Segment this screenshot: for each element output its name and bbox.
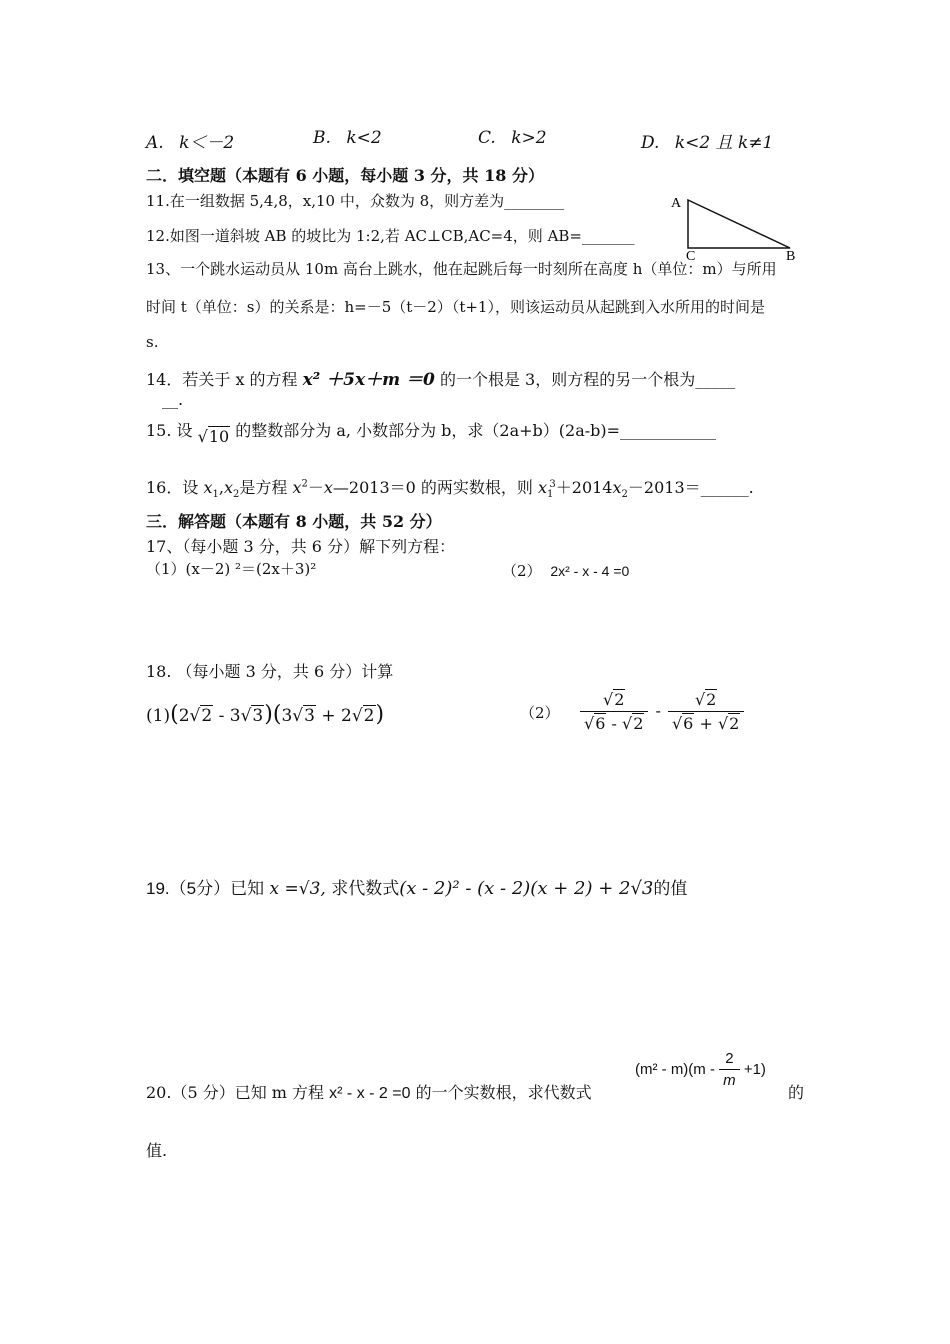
question-16: 16．设 $x_1,x_2$是方程 $x^2-x—2013=0$ 的两实数根，则 $x_1^3+2014x_2-2013=\_\_\_\_\_\_$. [146,478,754,501]
sqrt-3-a: √3 [240,706,264,726]
q16-exp-2: 2 [301,478,308,490]
f1-den-rad-2: 2 [633,714,644,733]
question-15 [146,418,716,446]
minus-1: - [218,706,225,726]
question-14-continuation: __. [162,390,184,409]
question-12: 12.如图一道斜坡 AB 的坡比为 1:2,若 AC⊥CB,AC=4，则 AB=_______ [146,227,635,245]
question-14 [146,365,735,390]
q20-frac-num: 2 [719,1050,740,1070]
paren-close-2: ) [375,702,385,727]
choice-b [313,128,382,148]
question-15-suffix: 的整数部分为 a, 小数部分为 b，求（2a+b）(2a-b)=____________ [235,421,717,440]
q16-x1-cube: x [537,478,548,497]
question-18-part-1 [146,702,384,727]
triangle-figure [668,190,808,262]
question-20 [146,1080,592,1103]
q20-expression [635,1050,766,1089]
q16-text-3: － [307,478,324,497]
fraction-1-den: √6 - √2 [584,714,644,733]
sqrt-2-a: √2 [189,706,213,726]
q16-sub-4: 2 [621,489,628,501]
question-11: 11.在一组数据 5,4,8，x,10 中，众数为 8，则方差为________ [146,192,565,210]
choice-c-letter: C. [478,128,496,148]
q16-text-1: 16．设 [146,478,204,497]
question-17-title: 17、（每小题 3 分，共 6 分）解下列方程： [146,537,456,556]
choice-d-text: k<2 且 k≠1 [674,133,774,153]
f2-den-rad-2: 2 [729,714,740,733]
q20-label: 20.（5 分）已知 m 方程 [146,1083,325,1102]
minus-between-fractions: - [655,701,661,720]
section-3-heading: 三．解答题（本题有 8 小题，共 52 分） [146,512,442,531]
q17-part-2-equation: 2x² - x - 4 =0 [550,563,630,579]
question-14-prefix: 14．若关于 x 的方程 [146,370,298,389]
f1-den-rad-6: 6 [595,714,606,733]
section-2-heading: 二．填空题（本题有 6 小题，每小题 3 分，共 18 分） [146,166,544,185]
choice-a-letter: A. [146,133,164,153]
q20-end-line-2: 值. [146,1141,168,1160]
q19-mid: 求代数式 [331,879,400,899]
question-19 [146,874,687,899]
q20-expr-left: (m² - m)(m - [635,1061,715,1078]
q19-label: 19.（5分）已知 [146,879,265,898]
vertex-c-label: C [686,249,696,262]
f2-den-rad-6: 6 [683,714,694,733]
choice-a [146,128,234,153]
question-15-prefix: 15. 设 [146,421,193,440]
q19-expression: (x - 2)² - (x - 2)(x + 2) + 2√3 [399,878,654,899]
paren-open-1: ( [170,702,179,727]
fraction-2-num: √2 [668,690,744,712]
question-13-line-3: s. [146,333,159,351]
q20-end: 的 [788,1083,805,1102]
sqrt-3-a-rad: 3 [252,706,264,726]
sqrt-2-b: √2 [351,706,375,726]
coef-2a: 2 [178,706,190,726]
choice-c-text: k>2 [511,128,547,148]
sqrt-10-radicand: 10 [208,427,230,446]
question-14-equation: x² ＋5x＋m ＝0 [302,370,435,390]
question-14-suffix: 的一个根是 3，则方程的另一个根为_____ [439,370,736,389]
coef-3a: 3 [229,706,241,726]
f2-num-rad: 2 [706,690,717,709]
sqrt-3-b-rad: 3 [304,706,315,726]
q16-x-lin: x [323,478,333,497]
sqrt-2-b-rad: 2 [363,706,375,726]
q16-sub-3: 1 [547,489,554,501]
fraction-1 [580,690,648,733]
q20-mid: 的一个实数根，求代数式 [415,1083,592,1102]
fraction-2-den: √6 + √2 [671,714,740,733]
vertex-b-label: B [786,249,796,262]
q17-part-2-label: （2） [502,562,542,580]
q19-end: 的值 [653,879,688,899]
plus-1: + [321,706,336,726]
q16-text-2: 是方程 [239,478,293,497]
f1-num-rad: 2 [614,690,625,709]
paren-close-1: ) [264,702,273,727]
question-13-line-2: 时间 t（单位：s）的关系是：h=－5（t－2）（t+1），则该运动员从起跳到入水所用的时间是 [146,298,765,316]
choice-c [478,128,547,148]
coef-3b: 3 [281,706,293,726]
question-18-part-2 [580,690,744,733]
choice-b-letter: B. [313,128,331,148]
q16-sub-2: 2 [232,489,240,501]
q20-expr-right: +1) [743,1061,766,1078]
question-13-line-1: 13、一个跳水运动员从 10m 高台上跳水，他在起跳后每一时刻所在高度 h（单位：m）与所用 [146,260,777,278]
f1-den-minus: - [611,714,617,733]
q20-fraction [719,1050,740,1089]
q16-text-4: —2013＝0 的两实数根，则 [332,478,538,497]
q16-text-5: ＋2014 [555,478,613,497]
question-18-part-2-label: （2） [520,704,560,722]
q19-given: x =√3, [269,879,326,899]
q16-text-6: －2013＝______. [627,478,754,497]
choice-d-letter: D. [641,133,660,153]
fraction-2 [668,690,744,733]
sqrt-10: √10 [197,427,230,446]
q16-x1: x [203,478,213,497]
paren-open-2: ( [272,702,282,727]
q20-equation: x² - x - 2 =0 [329,1085,411,1102]
q16-x2: x [223,478,233,497]
q20-frac-den: m [723,1072,736,1089]
coef-2b: 2 [341,706,352,726]
f2-den-plus: + [699,714,713,733]
choice-b-text: k<2 [346,128,382,148]
q18-part-1-label: (1) [146,706,171,726]
question-18-title: 18. （每小题 3 分，共 6 分）计算 [146,662,394,681]
q16-x2-lin: x [612,478,622,497]
triangle-shape [688,200,790,248]
q16-exp-3: 3 [549,478,556,490]
sqrt-3-b: √3 [292,706,315,726]
q16-sub-1: 1 [212,489,219,501]
choice-d [641,128,773,153]
vertex-a-label: A [671,196,682,211]
question-17-part-1: （1）(x－2) ²＝(2x＋3)² [146,560,317,578]
sqrt-2-a-rad: 2 [201,706,213,726]
q16-x-sq: x [292,478,302,497]
choice-a-text: k＜－2 [179,133,235,153]
fraction-1-num: √2 [580,690,648,712]
question-17-part-2 [502,560,629,581]
